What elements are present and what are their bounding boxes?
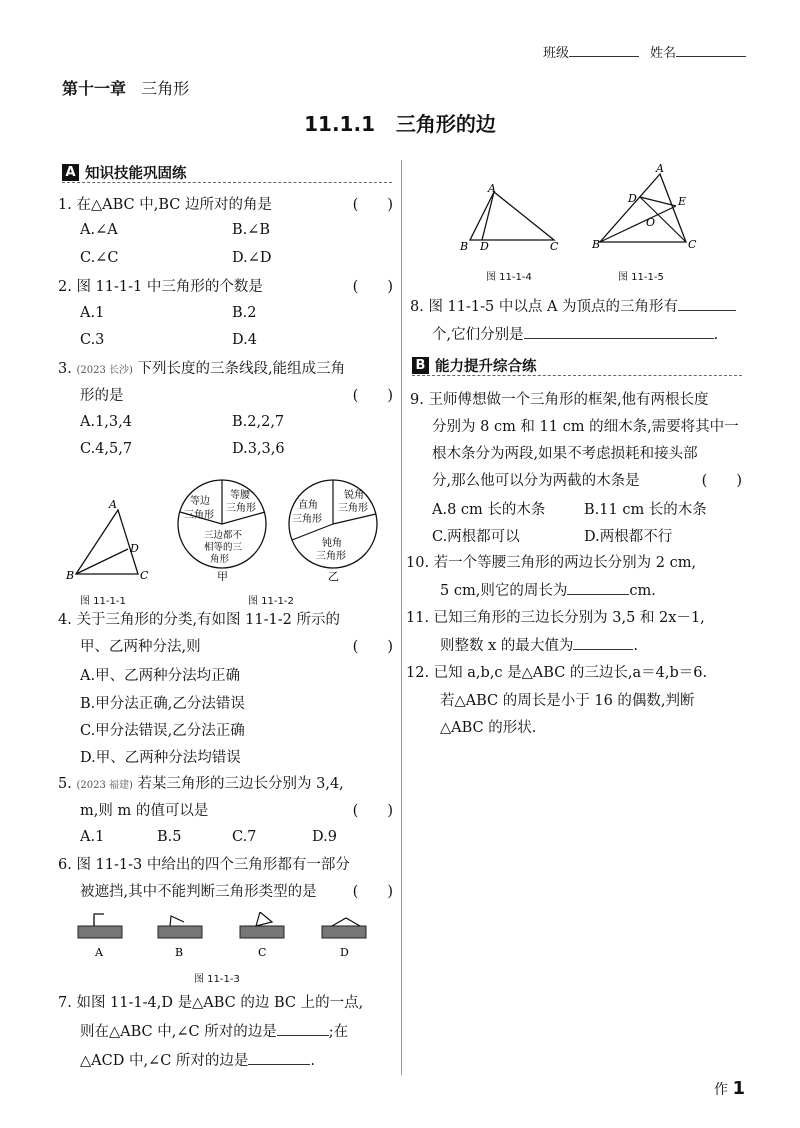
- column-divider: [401, 160, 402, 1075]
- page-footer: [714, 1078, 745, 1099]
- q9-text-line2: 分别为 8 cm 和 11 cm 的细木条,需要将其中一: [432, 419, 739, 435]
- question-6: [58, 852, 393, 879]
- q4-text-line1: 关于三角形的分类,有如图 11-1-2 所示的: [76, 612, 340, 628]
- q9-option-a[interactable]: A.8 cm 长的木条: [432, 502, 546, 518]
- question-7-line3: [80, 1048, 393, 1075]
- section-a-label: 知识技能巩固练: [85, 166, 187, 182]
- q10-text-line2b: cm.: [629, 583, 656, 599]
- figure-11-1-4: [456, 182, 566, 254]
- q12-number: 12.: [406, 665, 430, 681]
- chapter-heading: [62, 76, 189, 99]
- fig3-option-d[interactable]: [322, 918, 366, 959]
- q10-blank[interactable]: [567, 594, 629, 595]
- q12-text-line3: △ABC 的形状.: [440, 720, 537, 736]
- q2-option-b[interactable]: B.2: [232, 305, 257, 321]
- q8-text-line2b: .: [713, 327, 719, 343]
- q3-source: (2023 长沙): [76, 365, 133, 376]
- q6-number: 6.: [58, 857, 72, 873]
- yi-part-acute: 锐角三角形: [338, 490, 368, 514]
- fig1-label-a: A: [109, 498, 117, 511]
- question-7: [58, 990, 393, 1017]
- fig5-label-b: B: [592, 238, 601, 251]
- jia-part-scalene: 三边都不相等的三角形: [204, 530, 243, 565]
- q11-text-line2a: 则整数 x 的最大值为: [440, 638, 574, 654]
- fig1-label-c: C: [140, 569, 149, 582]
- q1-option-d[interactable]: D.∠D: [232, 250, 272, 266]
- q2-option-d[interactable]: D.4: [232, 332, 257, 348]
- fig1-label-d: D: [130, 542, 139, 555]
- page-title: [0, 108, 800, 137]
- q9-option-b[interactable]: B.11 cm 长的木条: [584, 502, 707, 518]
- fig4-label-d: D: [480, 240, 489, 253]
- q7-text-line3a: △ACD 中,∠C 所对的边是: [80, 1053, 249, 1069]
- chapter-name: 三角形: [141, 79, 190, 98]
- q11-blank[interactable]: [573, 649, 633, 650]
- svg-text:B: B: [175, 946, 184, 959]
- figure-11-1-3: [70, 912, 380, 962]
- name-label: 姓名: [650, 46, 677, 61]
- question-12: [406, 660, 750, 687]
- q4-option-c[interactable]: C.甲分法错误,乙分法正确: [80, 723, 245, 739]
- fig4-label-b: B: [460, 240, 469, 253]
- q8-number: 8.: [410, 299, 424, 315]
- question-8-line2: [432, 322, 750, 349]
- q4-number: 4.: [58, 612, 72, 628]
- q9-text-line4: 分,那么他可以分为两截的木条是: [432, 473, 640, 489]
- q3-text-line1: 下列长度的三条线段,能组成三角: [137, 361, 346, 377]
- class-blank[interactable]: [569, 56, 639, 57]
- q10-number: 10.: [406, 555, 430, 571]
- fig4-label-a: A: [488, 182, 496, 195]
- svg-text:D: D: [340, 946, 349, 959]
- q11-text-line1: 已知三角形的三边长分别为 3,5 和 2x－1,: [433, 610, 705, 626]
- section-b-rule: [412, 375, 742, 376]
- q6-answer-paren[interactable]: ( ): [352, 884, 393, 900]
- question-7-line2: [80, 1019, 393, 1046]
- q1-option-b[interactable]: B.∠B: [232, 222, 271, 238]
- q8-text-line2a: 个,它们分别是: [432, 327, 524, 343]
- fig5-label-c: C: [688, 238, 697, 251]
- q8-blank-2[interactable]: [524, 338, 714, 339]
- q7-text-line2b: ;在: [328, 1024, 349, 1040]
- fig4-segment-ad: [482, 192, 494, 240]
- q10-text-line1: 若一个等腰三角形的两边长分别为 2 cm,: [433, 555, 697, 571]
- footer-zuo: 作: [714, 1082, 728, 1098]
- question-3-line2: [80, 383, 393, 410]
- q2-option-a[interactable]: A.1: [80, 305, 105, 321]
- title-text: 三角形的边: [395, 112, 496, 136]
- q5-text-line2: m,则 m 的值可以是: [80, 803, 209, 819]
- figure-11-1-5-caption: 图 11-1-5: [618, 272, 664, 283]
- q4-option-b[interactable]: B.甲分法正确,乙分法错误: [80, 696, 245, 712]
- question-9: [410, 387, 750, 414]
- q1-option-c[interactable]: C.∠C: [80, 250, 119, 266]
- question-11-line2: [440, 633, 750, 660]
- q8-blank-1[interactable]: [678, 310, 736, 311]
- q4-answer-paren[interactable]: ( ): [352, 639, 393, 655]
- q9-option-c[interactable]: C.两根都可以: [432, 529, 520, 545]
- svg-text:C: C: [258, 946, 267, 959]
- question-10: [406, 550, 750, 577]
- yi-part-obtuse: 钝角三角形: [316, 538, 346, 562]
- yi-label: 乙: [328, 570, 339, 583]
- section-a-heading: [62, 162, 187, 183]
- q1-number: 1.: [58, 197, 72, 213]
- fig5-label-e: E: [678, 195, 687, 208]
- question-6-line2: [80, 879, 393, 906]
- jia-part-equilateral: 等边三角形: [184, 496, 214, 521]
- q6-text-line1: 图 11-1-3 中给出的四个三角形都有一部分: [76, 857, 350, 873]
- q4-option-a[interactable]: A.甲、乙两种分法均正确: [80, 668, 241, 684]
- question-4-line2: [80, 634, 393, 661]
- page-number: 1: [732, 1078, 745, 1099]
- q5-number: 5.: [58, 776, 72, 792]
- question-3: [58, 356, 393, 384]
- q5-answer-paren[interactable]: ( ): [352, 803, 393, 819]
- question-11: [406, 605, 750, 632]
- name-field: [650, 42, 746, 61]
- q3-option-d[interactable]: D.3,3,6: [232, 441, 285, 457]
- q5-text-line1: 若某三角形的三边长分别为 3,4,: [137, 776, 344, 792]
- question-8: [410, 294, 750, 321]
- q5-option-c[interactable]: C.7: [232, 829, 257, 845]
- figure-11-1-2-caption: 图 11-1-2: [248, 596, 294, 607]
- yi-part-right: 直角三角形: [292, 500, 322, 525]
- chapter-number: 第十一章: [62, 79, 127, 98]
- figure-11-1-5: [590, 160, 710, 255]
- fig5-label-o: O: [646, 216, 656, 229]
- question-9-line4: [432, 468, 742, 495]
- question-2: [58, 274, 393, 301]
- q11-number: 11.: [406, 610, 430, 626]
- question-10-line2: [440, 578, 750, 605]
- question-5-line2: [80, 798, 393, 825]
- jia-label: 甲: [217, 570, 228, 583]
- svg-text:A: A: [95, 946, 103, 959]
- jia-part-isosceles: 等腰三角形: [226, 490, 256, 514]
- q3-option-a[interactable]: A.1,3,4: [80, 414, 132, 430]
- q9-number: 9.: [410, 392, 424, 408]
- q3-option-b[interactable]: B.2,2,7: [232, 414, 285, 430]
- q1-option-a[interactable]: A.∠A: [80, 222, 118, 238]
- fig4-triangle: [470, 192, 554, 240]
- fig3-option-b[interactable]: [158, 916, 202, 959]
- fig4-label-c: C: [550, 240, 559, 253]
- section-b-label: 能力提升综合练: [435, 359, 537, 375]
- q9-answer-paren[interactable]: ( ): [701, 473, 742, 489]
- figure-11-1-2: [172, 476, 394, 586]
- q5-option-d[interactable]: D.9: [312, 829, 337, 845]
- section-a-rule: [62, 182, 392, 183]
- question-4: [58, 607, 393, 634]
- question-5: [58, 771, 393, 799]
- fig5-label-d: D: [628, 192, 637, 205]
- q5-option-b[interactable]: B.5: [157, 829, 182, 845]
- fig5-label-a: A: [656, 162, 664, 175]
- name-blank[interactable]: [676, 56, 746, 57]
- figure-11-1-3-caption: 图 11-1-3: [194, 974, 240, 985]
- q9-option-d[interactable]: D.两根都不行: [584, 529, 673, 545]
- q5-option-a[interactable]: A.1: [80, 829, 105, 845]
- section-b-badge: B: [412, 357, 429, 374]
- question-1: [58, 192, 393, 219]
- q3-text-line2: 形的是: [80, 388, 124, 404]
- q1-answer-paren[interactable]: ( ): [352, 197, 393, 213]
- figure-11-1-1: [62, 494, 152, 586]
- q1-text: 在△ABC 中,BC 边所对的角是: [76, 197, 272, 213]
- q11-text-line2b: .: [633, 638, 639, 654]
- figure-11-1-4-caption: 图 11-1-4: [486, 272, 532, 283]
- q2-answer-paren[interactable]: ( ): [352, 279, 393, 295]
- q4-option-d[interactable]: D.甲、乙两种分法均错误: [80, 750, 241, 766]
- q10-text-line2a: 5 cm,则它的周长为: [440, 583, 568, 599]
- q7-blank-1[interactable]: [277, 1035, 329, 1036]
- q7-number: 7.: [58, 995, 72, 1011]
- q7-text-line2a: 则在△ABC 中,∠C 所对的边是: [80, 1024, 277, 1040]
- fig3-option-a[interactable]: [78, 914, 122, 959]
- class-field: [543, 42, 639, 61]
- q3-option-c[interactable]: C.4,5,7: [80, 441, 133, 457]
- q9-text-line3: 根木条分为两段,如果不考虑损耗和接头部: [432, 446, 698, 462]
- q7-blank-2[interactable]: [248, 1064, 310, 1065]
- q12-text-line2: 若△ABC 的周长是小于 16 的偶数,判断: [440, 693, 695, 709]
- q2-option-c[interactable]: C.3: [80, 332, 105, 348]
- q2-number: 2.: [58, 279, 72, 295]
- section-a-badge: A: [62, 164, 79, 181]
- q2-text: 图 11-1-1 中三角形的个数是: [76, 279, 263, 295]
- q8-text-line1: 图 11-1-5 中以点 A 为顶点的三角形有: [428, 299, 679, 315]
- figure-11-1-1-caption: 图 11-1-1: [80, 596, 126, 607]
- section-b-heading: [412, 355, 537, 376]
- q3-number: 3.: [58, 361, 72, 377]
- fig3-option-c[interactable]: [240, 912, 284, 959]
- q7-text-line1: 如图 11-1-4,D 是△ABC 的边 BC 上的一点,: [76, 995, 364, 1011]
- q9-text-line1: 王师傅想做一个三角形的框架,他有两根长度: [428, 392, 709, 408]
- q12-text-line1: 已知 a,b,c 是△ABC 的三边长,a＝4,b＝6.: [433, 665, 708, 681]
- title-number: 11.1.1: [304, 112, 375, 136]
- q4-text-line2: 甲、乙两种分法,则: [80, 639, 201, 655]
- class-label: 班级: [543, 46, 570, 61]
- q7-text-line3b: .: [310, 1053, 316, 1069]
- q3-answer-paren[interactable]: ( ): [352, 388, 393, 404]
- q6-text-line2: 被遮挡,其中不能判断三角形类型的是: [80, 884, 317, 900]
- fig1-label-b: B: [66, 569, 75, 582]
- q5-source: (2023 福建): [76, 780, 133, 791]
- fig1-triangle: [76, 510, 138, 574]
